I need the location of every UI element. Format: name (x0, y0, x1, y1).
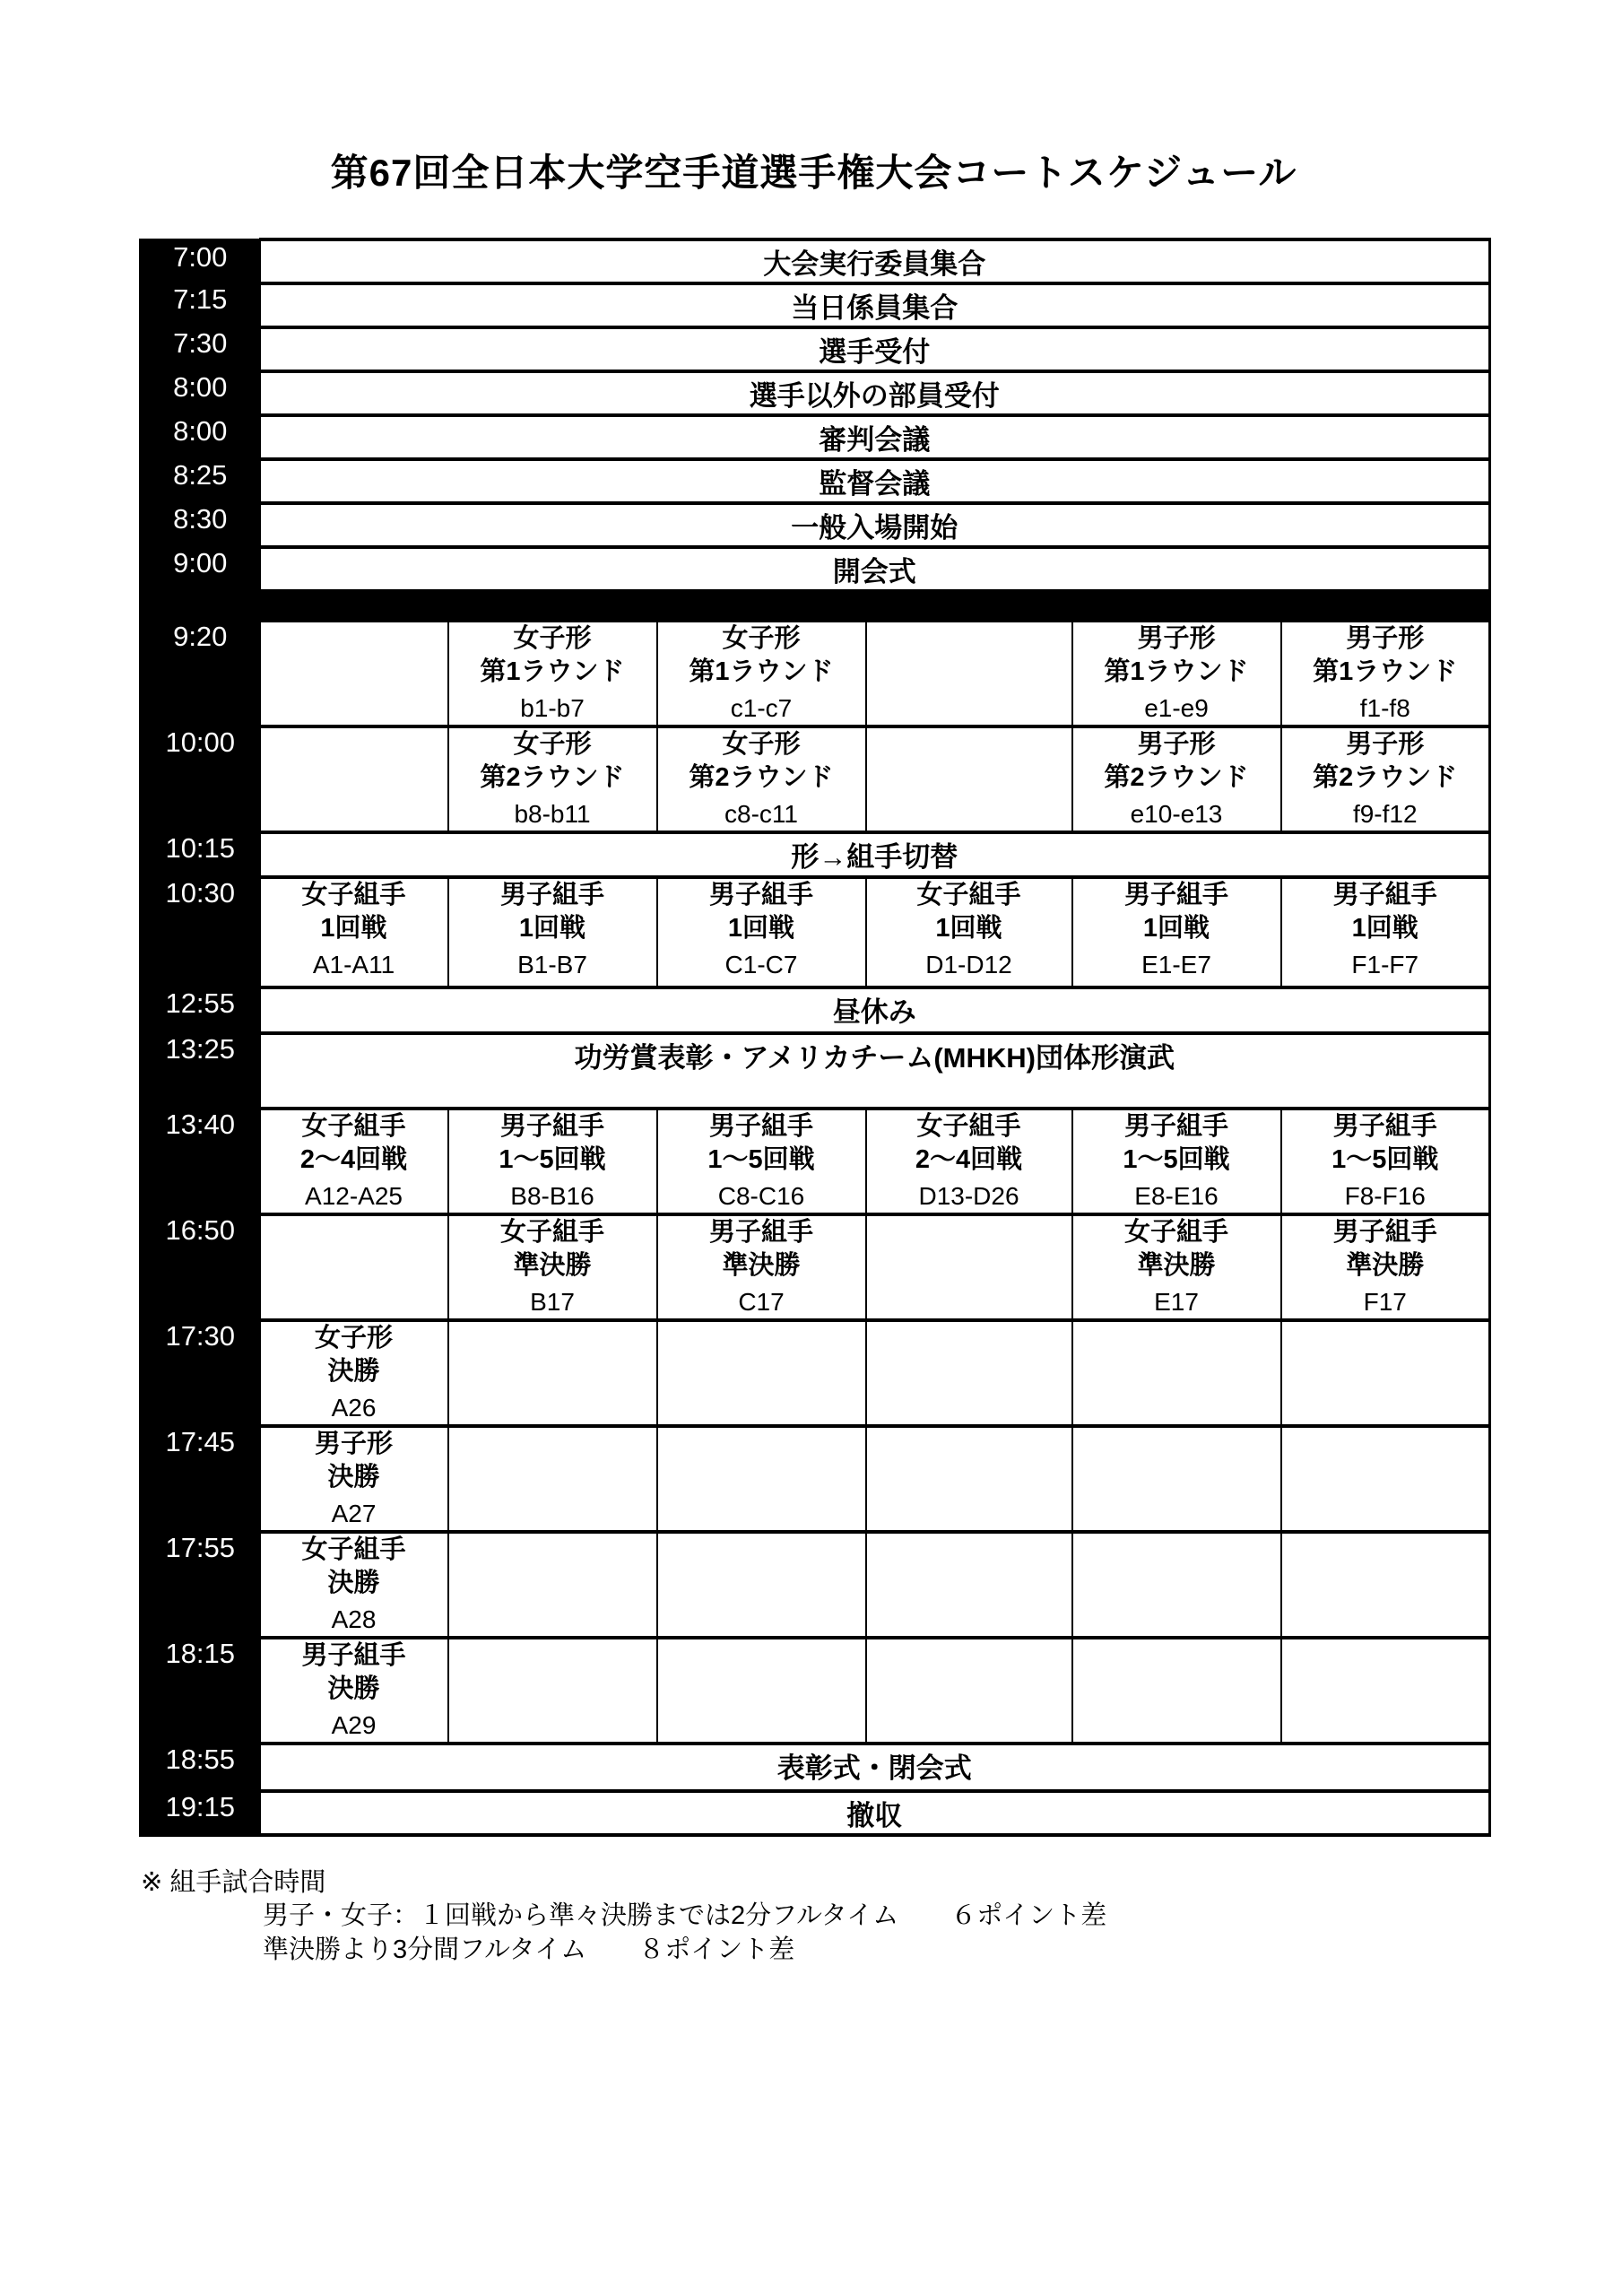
court-cell (260, 1638, 448, 1744)
cell-line: 1～5回戦 (499, 1145, 606, 1174)
court-cell (1072, 726, 1281, 832)
table-row (141, 1214, 1490, 1320)
court-cell (1072, 1214, 1281, 1320)
court-cell (448, 1320, 657, 1426)
time-cell: 17:55 (141, 1532, 260, 1638)
court-cell (866, 621, 1072, 726)
cell-line: 2～4回戦 (915, 1145, 1023, 1174)
time-cell: 9:00 (141, 547, 260, 591)
time-cell: 12:55 (141, 987, 260, 1033)
cell-line: 女子形 (314, 1324, 393, 1352)
court-cell (657, 1214, 866, 1320)
notes-heading: ※ 組手試合時間 (141, 1868, 326, 1897)
table-row (141, 239, 1490, 283)
cell-line: 第1ラウンド (1104, 657, 1249, 686)
time-cell: 13:40 (141, 1109, 260, 1214)
event-cell: 選手受付 (260, 327, 1490, 371)
court-cell (657, 1532, 866, 1638)
court-cell (657, 621, 866, 726)
court-cell (1281, 1109, 1490, 1214)
court-cell (866, 726, 1072, 832)
cell-line: f1-f8 (1359, 694, 1410, 722)
cell-line: 男子組手 (1332, 1218, 1437, 1247)
cell-line: e1-e9 (1144, 694, 1209, 722)
table-row (141, 1109, 1490, 1214)
schedule-table-wrap (139, 238, 1491, 1837)
time-cell: 16:50 (141, 1214, 260, 1320)
table-row (141, 371, 1490, 415)
court-cell (1281, 1426, 1490, 1532)
court-cell (448, 726, 657, 832)
cell-line: 男子組手 (499, 881, 604, 909)
court-cell (1072, 1320, 1281, 1426)
court-cell (260, 1214, 448, 1320)
court-cell (1072, 1638, 1281, 1744)
cell-line: b8-b11 (514, 800, 591, 828)
court-cell (260, 1109, 448, 1214)
table-row (141, 1638, 1490, 1744)
event-cell: 撤収 (260, 1791, 1490, 1835)
cell-line: 男子組手 (499, 1112, 604, 1141)
time-cell: 10:30 (141, 877, 260, 987)
time-cell: 10:00 (141, 726, 260, 832)
event-cell: 功労賞表彰・アメリカチーム(MHKH)団体形演武 (260, 1033, 1490, 1109)
cell-line: 1回戦 (935, 914, 1002, 943)
cell-line: E8-E16 (1134, 1182, 1219, 1210)
cell-line: 女子組手 (499, 1218, 604, 1247)
court-cell (1072, 1426, 1281, 1532)
event-cell: 監督会議 (260, 459, 1490, 503)
separator-row (141, 591, 1490, 621)
cell-line: 1回戦 (518, 914, 586, 943)
cell-line: 男子形 (1137, 730, 1216, 759)
cell-line: A29 (331, 1711, 377, 1739)
cell-line: c1-c7 (730, 694, 793, 722)
court-cell (448, 877, 657, 987)
cell-line: B17 (530, 1288, 575, 1316)
cell-line: 1～5回戦 (707, 1145, 815, 1174)
cell-line: 男子組手 (1332, 1112, 1437, 1141)
time-cell: 8:00 (141, 415, 260, 459)
separator-cell (260, 591, 1490, 621)
time-cell: 18:55 (141, 1744, 260, 1791)
cell-line: 女子組手 (916, 881, 1021, 909)
table-row (141, 877, 1490, 987)
cell-line: C1-C7 (724, 951, 798, 978)
table-row (141, 327, 1490, 371)
cell-line: 男子形 (1137, 624, 1216, 653)
court-cell (866, 1320, 1072, 1426)
cell-line: 男子組手 (1123, 881, 1228, 909)
cell-line: 1回戦 (727, 914, 795, 943)
cell-line: 男子形 (1346, 730, 1425, 759)
table-row (141, 415, 1490, 459)
cell-line: 準決勝 (722, 1251, 801, 1280)
cell-line: 1～5回戦 (1331, 1145, 1439, 1174)
cell-line: B1-B7 (517, 951, 587, 978)
time-cell: 8:25 (141, 459, 260, 503)
cell-line: 1回戦 (1351, 914, 1418, 943)
cell-line: 第2ラウンド (480, 763, 625, 792)
court-cell (866, 877, 1072, 987)
cell-line: 準決勝 (1346, 1251, 1425, 1280)
page-title: 第67回全日本大学空手道選手権大会コートスケジュール (330, 152, 1297, 194)
cell-line: f9-f12 (1352, 800, 1418, 828)
table-row (141, 1744, 1490, 1791)
court-cell (1281, 1532, 1490, 1638)
cell-line: 男子形 (314, 1430, 393, 1458)
court-cell (657, 1638, 866, 1744)
event-cell: 当日係員集合 (260, 283, 1490, 327)
cell-line: 決勝 (327, 1463, 380, 1492)
court-cell (260, 1532, 448, 1638)
court-cell (866, 1109, 1072, 1214)
table-row (141, 832, 1490, 877)
cell-line: E17 (1154, 1288, 1199, 1316)
court-cell (1281, 1320, 1490, 1426)
table-row (141, 1532, 1490, 1638)
court-cell (657, 726, 866, 832)
cell-line: F8-F16 (1344, 1182, 1426, 1210)
time-cell: 17:30 (141, 1320, 260, 1426)
court-cell (657, 1109, 866, 1214)
table-row (141, 621, 1490, 726)
table-row (141, 547, 1490, 591)
court-cell (448, 1109, 657, 1214)
time-cell: 19:15 (141, 1791, 260, 1835)
court-cell (1281, 1638, 1490, 1744)
cell-line: 男子組手 (708, 1112, 813, 1141)
note-line: 準決勝より3分間フルタイム ８ポイント差 (263, 1935, 795, 1964)
court-cell (448, 1638, 657, 1744)
time-cell: 7:00 (141, 239, 260, 283)
cell-line: 第1ラウンド (689, 657, 834, 686)
time-cell: 8:00 (141, 371, 260, 415)
time-cell: 7:15 (141, 283, 260, 327)
table-row (141, 1791, 1490, 1835)
cell-line: A12-A25 (305, 1182, 403, 1210)
time-cell: 10:15 (141, 832, 260, 877)
cell-line: 女子形 (513, 730, 592, 759)
cell-line: E1-E7 (1141, 951, 1211, 978)
cell-line: C17 (738, 1288, 785, 1316)
court-cell (1072, 621, 1281, 726)
note-line: 男子・女子：１回戦から準々決勝までは2分フルタイム ６ポイント差 (263, 1901, 1107, 1930)
cell-line: 第1ラウンド (1313, 657, 1458, 686)
court-cell (1281, 726, 1490, 832)
cell-line: D13-D26 (918, 1182, 1019, 1210)
court-cell (1281, 1214, 1490, 1320)
court-cell (866, 1638, 1072, 1744)
event-cell: 開会式 (260, 547, 1490, 591)
court-cell (260, 1426, 448, 1532)
cell-line: 1～5回戦 (1123, 1145, 1230, 1174)
table-row (141, 1320, 1490, 1426)
event-cell: 一般入場開始 (260, 503, 1490, 547)
court-cell (448, 1214, 657, 1320)
time-cell: 9:20 (141, 621, 260, 726)
cell-line: F17 (1363, 1288, 1407, 1316)
cell-line: 女子組手 (301, 1112, 406, 1141)
cell-line: D1-D12 (925, 951, 1012, 978)
cell-line: 男子組手 (1123, 1112, 1228, 1141)
schedule-body (141, 239, 1490, 1835)
cell-line: A1-A11 (312, 951, 395, 978)
cell-line: A26 (331, 1394, 377, 1422)
table-row (141, 503, 1490, 547)
court-cell (260, 877, 448, 987)
court-cell (448, 1532, 657, 1638)
court-cell (866, 1214, 1072, 1320)
cell-line: B8-B16 (510, 1182, 594, 1210)
court-cell (260, 1320, 448, 1426)
cell-line: 決勝 (327, 1357, 380, 1386)
court-cell (1072, 877, 1281, 987)
cell-line: C8-C16 (717, 1182, 805, 1210)
time-cell: 8:30 (141, 503, 260, 547)
cell-line: 決勝 (327, 1674, 380, 1703)
time-cell: 18:15 (141, 1638, 260, 1744)
cell-line: 第2ラウンド (689, 763, 834, 792)
event-cell: 形→組手切替 (260, 832, 1490, 877)
cell-line: F1-F7 (1351, 951, 1419, 978)
time-cell: 7:30 (141, 327, 260, 371)
time-cell: 17:45 (141, 1426, 260, 1532)
cell-line: 第2ラウンド (1313, 763, 1458, 792)
court-cell (657, 1320, 866, 1426)
cell-line: 女子形 (722, 730, 801, 759)
court-cell (866, 1532, 1072, 1638)
event-cell: 昼休み (260, 987, 1490, 1033)
cell-line: 第2ラウンド (1104, 763, 1249, 792)
cell-line: 女子形 (513, 624, 592, 653)
cell-line: A27 (331, 1500, 377, 1527)
event-cell: 審判会議 (260, 415, 1490, 459)
court-cell (657, 1426, 866, 1532)
cell-line: 女子組手 (1123, 1218, 1228, 1247)
cell-line: c8-c11 (724, 800, 798, 828)
time-cell (141, 591, 260, 621)
court-cell (448, 1426, 657, 1532)
cell-line: 1回戦 (320, 914, 387, 943)
table-row (141, 283, 1490, 327)
cell-line: 男子組手 (708, 881, 813, 909)
court-cell (260, 621, 448, 726)
court-cell (448, 621, 657, 726)
cell-line: 決勝 (327, 1569, 380, 1597)
event-cell: 選手以外の部員受付 (260, 371, 1490, 415)
cell-line: 女子組手 (301, 881, 406, 909)
cell-line: 2～4回戦 (299, 1145, 408, 1174)
cell-line: 女子組手 (916, 1112, 1021, 1141)
court-cell (1281, 877, 1490, 987)
table-row (141, 459, 1490, 503)
cell-line: 女子形 (722, 624, 801, 653)
table-row (141, 987, 1490, 1033)
cell-line: 第1ラウンド (480, 657, 625, 686)
court-cell (260, 726, 448, 832)
event-cell: 大会実行委員集合 (260, 239, 1490, 283)
event-cell: 表彰式・閉会式 (260, 1744, 1490, 1791)
court-cell (866, 1426, 1072, 1532)
schedule-table (139, 238, 1491, 1837)
cell-line: 男子形 (1346, 624, 1425, 653)
table-row (141, 1033, 1490, 1109)
cell-line: 準決勝 (513, 1251, 592, 1280)
court-cell (1281, 621, 1490, 726)
cell-line: 準決勝 (1137, 1251, 1216, 1280)
cell-line: b1-b7 (520, 694, 585, 722)
cell-line: e10-e13 (1130, 800, 1223, 828)
court-cell (1072, 1109, 1281, 1214)
cell-line: 女子組手 (301, 1535, 406, 1564)
cell-line: 男子組手 (1332, 881, 1437, 909)
time-cell: 13:25 (141, 1033, 260, 1109)
court-cell (657, 877, 866, 987)
cell-line: A28 (331, 1605, 377, 1633)
table-row (141, 1426, 1490, 1532)
cell-line: 男子組手 (301, 1641, 406, 1670)
table-row (141, 726, 1490, 832)
cell-line: 男子組手 (708, 1218, 813, 1247)
cell-line: 1回戦 (1142, 914, 1210, 943)
court-cell (1072, 1532, 1281, 1638)
